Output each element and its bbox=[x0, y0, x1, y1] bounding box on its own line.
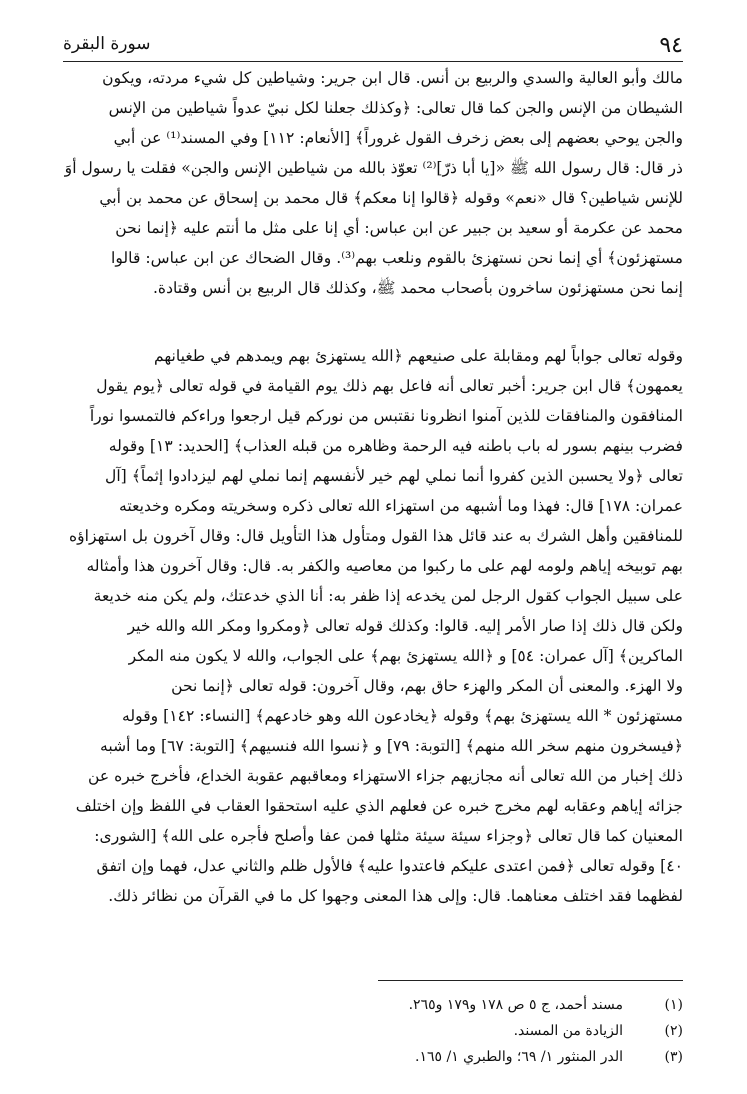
text-line: إنما نحن مستهزئون ساخرون بأصحاب محمد ﷺ، وكذلك قال الربيع بن أنس وقتادة. bbox=[152, 279, 683, 297]
text-line: لفظهما فقد اختلف معناهما. قال: وإلى هذا المعنى وجهوا كل ما في القرآن من نظائر ذلك. bbox=[108, 887, 683, 905]
text-line: مستهزئون * الله يستهزئ بهم﴾ وقوله ﴿يخادعون الله وهو خادعهم﴾ [النساء: ١٤٢] وقوله bbox=[122, 707, 683, 725]
surah-title: سورة البقرة bbox=[63, 34, 151, 54]
text-line: ﴿فيسخرون منهم سخر الله منهم﴾ [التوبة: ٧٩] و ﴿نسوا الله فنسيهم﴾ [التوبة: ٦٧] وما أشبه bbox=[100, 737, 683, 755]
footnote-text: مسند أحمد، ج ٥ ص ١٧٨ و١٧٩ و٢٦٥. bbox=[408, 997, 623, 1013]
page-header bbox=[63, 30, 683, 62]
text-line: الماكرين﴾ [آل عمران: ٥٤] و ﴿الله يستهزئ بهم﴾ على الجواب، والله لا يكون منه المكر bbox=[128, 647, 683, 665]
text-line: فضرب بينهم بسور له باب باطنه فيه الرحمة وظاهره من قبله العذاب﴾ [الحديد: ١٣] وقوله bbox=[108, 437, 683, 455]
footnote-number: (١) bbox=[664, 997, 683, 1013]
footnote bbox=[200, 1018, 683, 1044]
footnote bbox=[200, 1044, 683, 1070]
text-line: والجن يوحي بعضهم إلى بعض زخرف القول غروراً﴾ [الأنعام: ١١٢] وفي المسند⁽¹⁾ عن أبي bbox=[113, 129, 683, 147]
footnotes bbox=[200, 992, 683, 1070]
footnote-text: الدر المنثور ١/ ٦٩؛ والطبري ١/ ١٦٥. bbox=[415, 1049, 623, 1065]
text-line: عمران: ١٧٨] قال: فهذا وما أشبهه من استهزاء الله تعالى ذكره وسخريته ومكره وخديعته bbox=[119, 497, 683, 515]
text-line: المعنيان كما قال تعالى ﴿وجزاء سيئة سيئة مثلها فمن عفا وأصلح فأجره على الله﴾ [الشورى: bbox=[94, 827, 683, 845]
text-line: تعالى ﴿ولا يحسبن الذين كفروا أنما نملي لهم خير لأنفسهم إنما نملي لهم ليزدادوا إثماً﴾ [آل bbox=[105, 467, 683, 485]
footnote-number: (٢) bbox=[664, 1023, 683, 1039]
paragraph-1 bbox=[63, 63, 683, 303]
text-line: وقوله تعالى جواباً لهم ومقابلة على صنيعهم ﴿الله يستهزئ بهم ويمدهم في طغيانهم bbox=[153, 347, 683, 365]
footnote-rule bbox=[378, 980, 683, 981]
text-line: جزائه إياهم وعقابه لهم مخرج خبره عن فعلهم الذي عليه استحقوا العقاب في اللفظ وإن اختلف bbox=[75, 797, 683, 815]
text-line: الشيطان من الإنس والجن كما قال تعالى: ﴿وكذلك جعلنا لكل نبيّ عدواً شياطين من الإنس bbox=[108, 99, 683, 117]
text-line: للمنافقين وأهل الشرك به عند قائل هذا القول ومتأول هذا التأويل قال: وقال آخرون بل استهزاؤه bbox=[68, 527, 683, 545]
text-line: بهم توبيخه إياهم ولومه لهم على ما ركبوا من معاصيه والكفر به. قال: وقال آخرون هذا وأمثاله bbox=[86, 557, 683, 575]
text-line: ولا الهزء. والمعنى أن المكر والهزء حاق بهم، وقال آخرون: قوله تعالى ﴿إنما نحن bbox=[171, 677, 683, 695]
text-line: على سبيل الجواب كقول الرجل لمن يخدعه إذا ظفر به: أنا الذي خدعتك، ولم يكن منه خديعة bbox=[93, 587, 683, 605]
text-line: مالك وأبو العالية والسدي والربيع بن أنس. قال ابن جرير: وشياطين كل شيء مردته، ويكون bbox=[102, 69, 683, 87]
text-line: للإنس شياطين؟ قال «نعم» وقوله ﴿قالوا إنا معكم﴾ قال محمد بن إسحاق عن محمد بن أبي bbox=[99, 189, 683, 207]
page-number: ٩٤ bbox=[659, 33, 683, 58]
text-line: ذلك إخبار من الله تعالى أنه مجازيهم جزاء الاستهزاء ومعاقبهم عقوبة الخداع، فأخرج خبره عن bbox=[87, 767, 683, 785]
footnote-text: الزيادة من المسند. bbox=[513, 1023, 623, 1039]
text-line: ولكن قال ذلك إذا صار الأمر إليه. قالوا: وكذلك قوله تعالى ﴿ومكروا ومكر الله والله خير bbox=[127, 617, 683, 635]
text-line: ذر قال: قال رسول الله ﷺ «[يا أبا ذرّ]⁽²⁾ تعوّذ بالله من شياطين الإنس والجن» فقلت يا رسول أوَ bbox=[64, 159, 683, 177]
footnote-number: (٣) bbox=[664, 1049, 683, 1065]
text-line: المنافقون والمنافقات للذين آمنوا انظرونا نقتبس من نوركم قيل ارجعوا وراءكم فالتمسوا نوراً bbox=[89, 407, 683, 425]
text-line: ٤٠] وقوله تعالى ﴿فمن اعتدى عليكم فاعتدوا عليه﴾ فالأول ظلم والثاني عدل، فهما وإن اتفق bbox=[96, 857, 683, 875]
paragraph-2 bbox=[63, 341, 683, 911]
header-rule bbox=[63, 61, 683, 62]
text-line: يعمهون﴾ قال ابن جرير: أخبر تعالى أنه فاعل بهم ذلك يوم القيامة في قوله تعالى ﴿يوم يقول bbox=[96, 377, 683, 395]
text-line: محمد عن عكرمة أو سعيد بن جبير عن ابن عباس: أي إنا على مثل ما أنتم عليه ﴿إنما نحن bbox=[115, 219, 683, 237]
text-line: مستهزئون﴾ أي إنما نحن نستهزئ بالقوم ونلعب بهم⁽³⁾. وقال الضحاك عن ابن عباس: قالوا bbox=[111, 249, 683, 267]
footnote bbox=[200, 992, 683, 1018]
